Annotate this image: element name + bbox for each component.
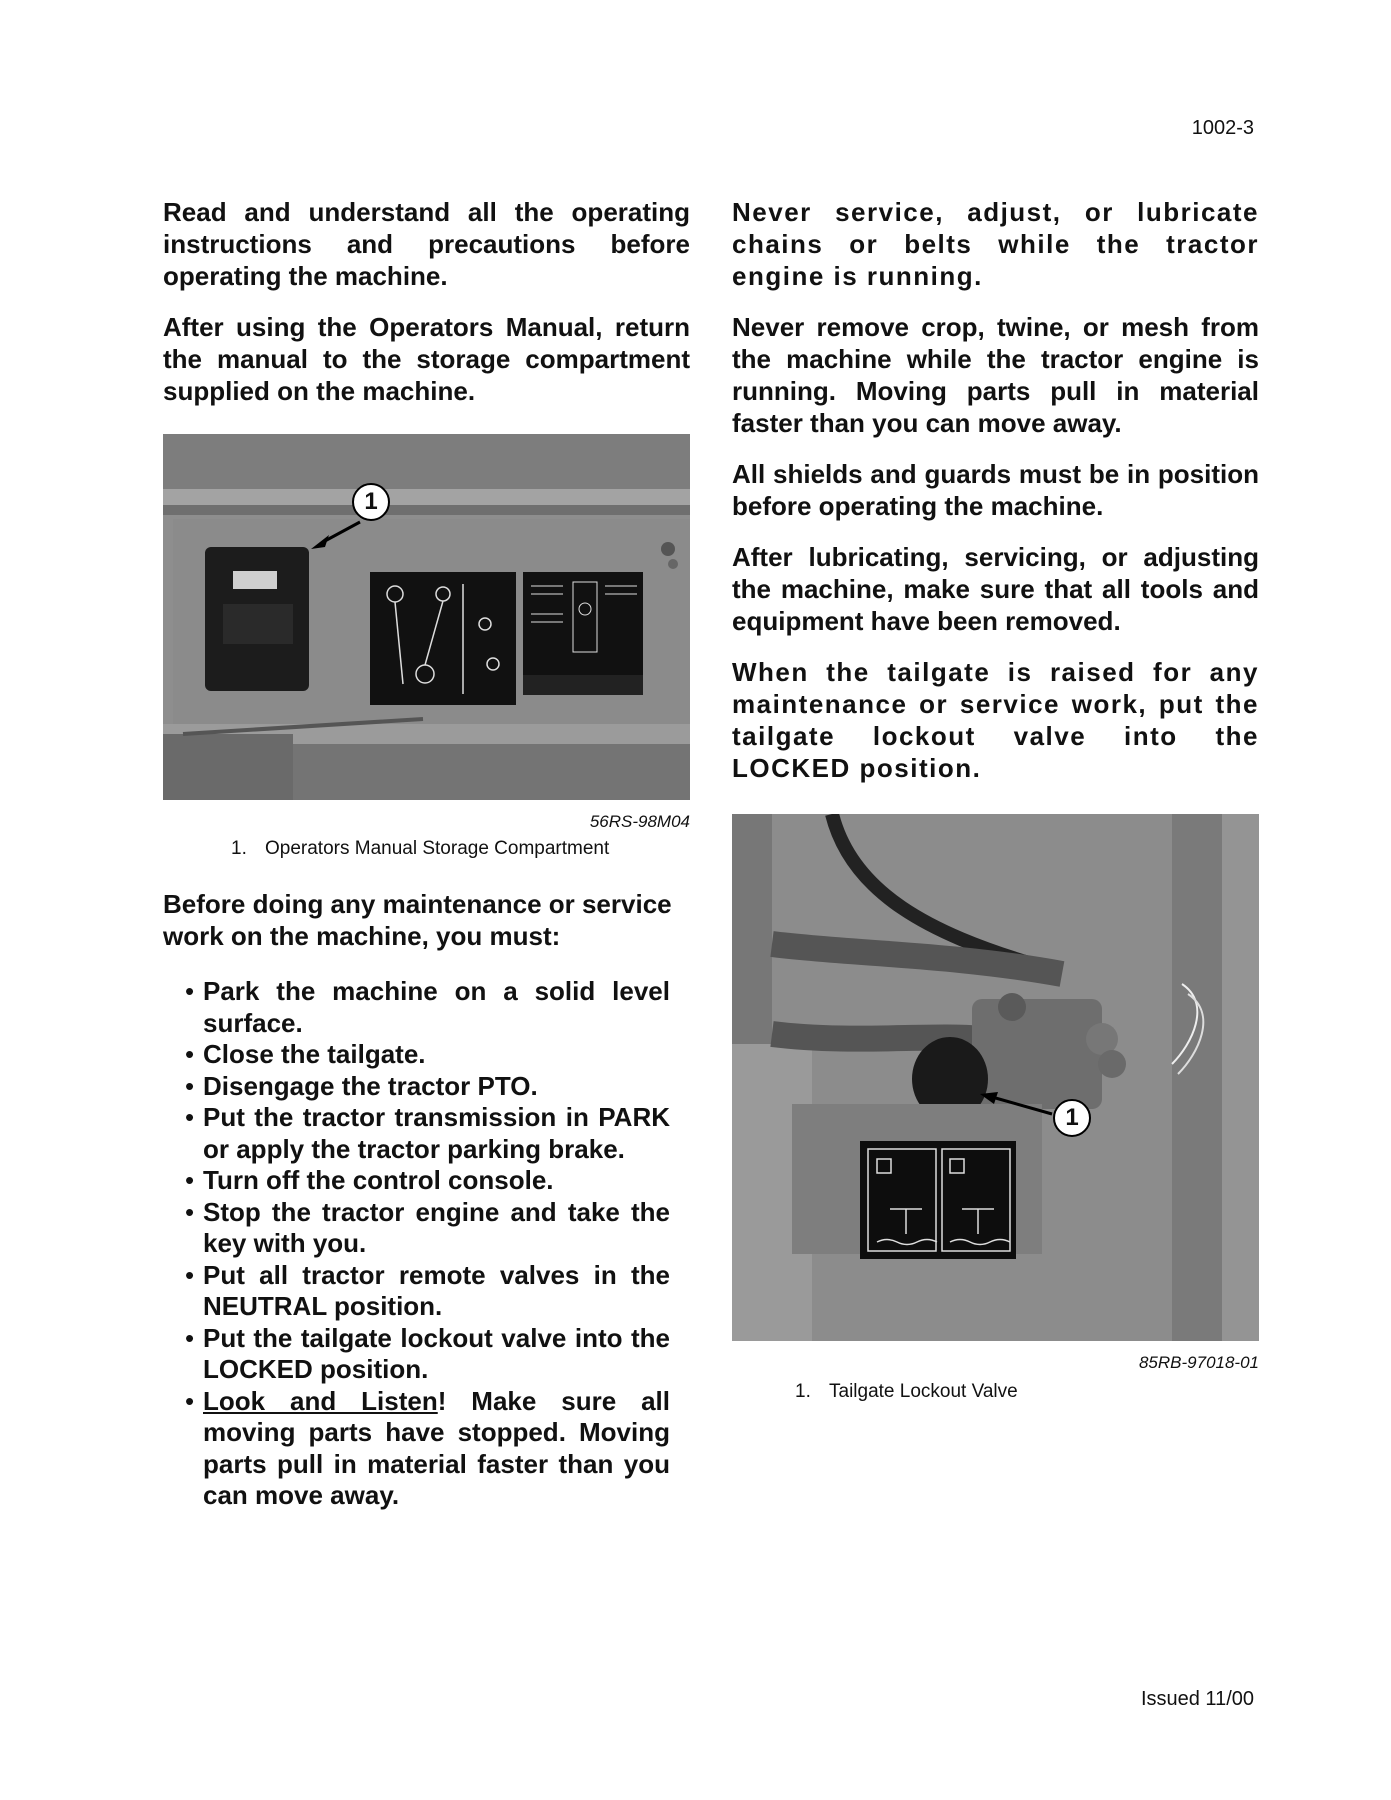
callout-1: 1 bbox=[352, 483, 390, 521]
left-column bbox=[163, 196, 690, 1512]
figure-code: 85RB-97018-01 bbox=[1138, 1353, 1259, 1372]
maintenance-steps-list bbox=[163, 976, 690, 1512]
list-item: • Put all tractor remote valves in the NEUTRAL position. bbox=[185, 1259, 670, 1321]
paragraph-read-instructions: Read and understand all the operating instructions and precautions before operating the machine. bbox=[163, 197, 690, 291]
caption-text: Tailgate Lockout Valve bbox=[829, 1381, 1018, 1402]
paragraph-remove-crop: Never remove crop, twine, or mesh from the machine while the tractor engine is running. Moving parts pull in material faster than you can move away. bbox=[732, 312, 1259, 438]
bullet: • bbox=[185, 1102, 195, 1132]
figure-caption bbox=[163, 838, 690, 860]
list-item: • Put the tractor transmission in PARK or apply the tractor parking brake. bbox=[185, 1102, 670, 1164]
bullet: • bbox=[185, 1196, 195, 1227]
maintenance-intro: Before doing any maintenance or service work on the machine, you must: bbox=[163, 889, 672, 951]
list-item: • Look and Listen! Make sure all moving parts have stopped. Moving parts pull in material faster than you can move away. bbox=[185, 1385, 671, 1510]
photo-manual-storage-compartment bbox=[163, 434, 690, 800]
figure-caption bbox=[732, 1381, 1259, 1403]
bullet: • bbox=[185, 1385, 195, 1416]
paragraph-chains-belts: Never service, adjust, or lubricate chains or belts while the tractor engine is running. bbox=[732, 197, 1259, 291]
caption-number: 1. bbox=[231, 838, 247, 859]
paragraph-return-manual: After using the Operators Manual, return the manual to the storage compartment supplied on the machine. bbox=[163, 312, 690, 406]
caption-text: Operators Manual Storage Compartment bbox=[265, 838, 610, 859]
right-column bbox=[732, 196, 1259, 1403]
callout-1: 1 bbox=[1053, 1099, 1091, 1137]
page-number: 1002-3 bbox=[1191, 117, 1254, 139]
paragraph-tailgate-raised: When the tailgate is raised for any maintenance or service work, put the tailgate lockout valve into the LOCKED position. bbox=[732, 657, 1259, 783]
bullet: • bbox=[185, 976, 195, 1006]
bullet: • bbox=[185, 1039, 195, 1069]
list-item: • Park the machine on a solid level surface. bbox=[185, 976, 670, 1038]
look-and-listen: Look and Listen bbox=[203, 1385, 438, 1416]
issued-date: Issued 11/00 bbox=[1140, 1688, 1254, 1710]
figure-code: 56RS-98M04 bbox=[589, 812, 690, 831]
paragraph-shields-guards: All shields and guards must be in position before operating the machine. bbox=[732, 459, 1259, 521]
bullet: • bbox=[185, 1259, 195, 1290]
list-item: • Put the tailgate lockout valve into the LOCKED position. bbox=[185, 1322, 670, 1384]
list-item: • Turn off the control console. bbox=[185, 1165, 554, 1195]
bullet: • bbox=[185, 1322, 195, 1353]
bullet: • bbox=[185, 1070, 195, 1101]
bullet: • bbox=[185, 1165, 195, 1195]
list-item: • Disengage the tractor PTO. bbox=[185, 1070, 538, 1101]
list-item: • Stop the tractor engine and take the key with you. bbox=[185, 1196, 670, 1258]
photo-tailgate-lockout-valve bbox=[732, 814, 1259, 1341]
paragraph-after-lubricating: After lubricating, servicing, or adjusting the machine, make sure that all tools and equipment have been removed. bbox=[732, 542, 1259, 636]
list-item: • Close the tailgate. bbox=[185, 1039, 426, 1069]
caption-number: 1. bbox=[795, 1381, 811, 1402]
